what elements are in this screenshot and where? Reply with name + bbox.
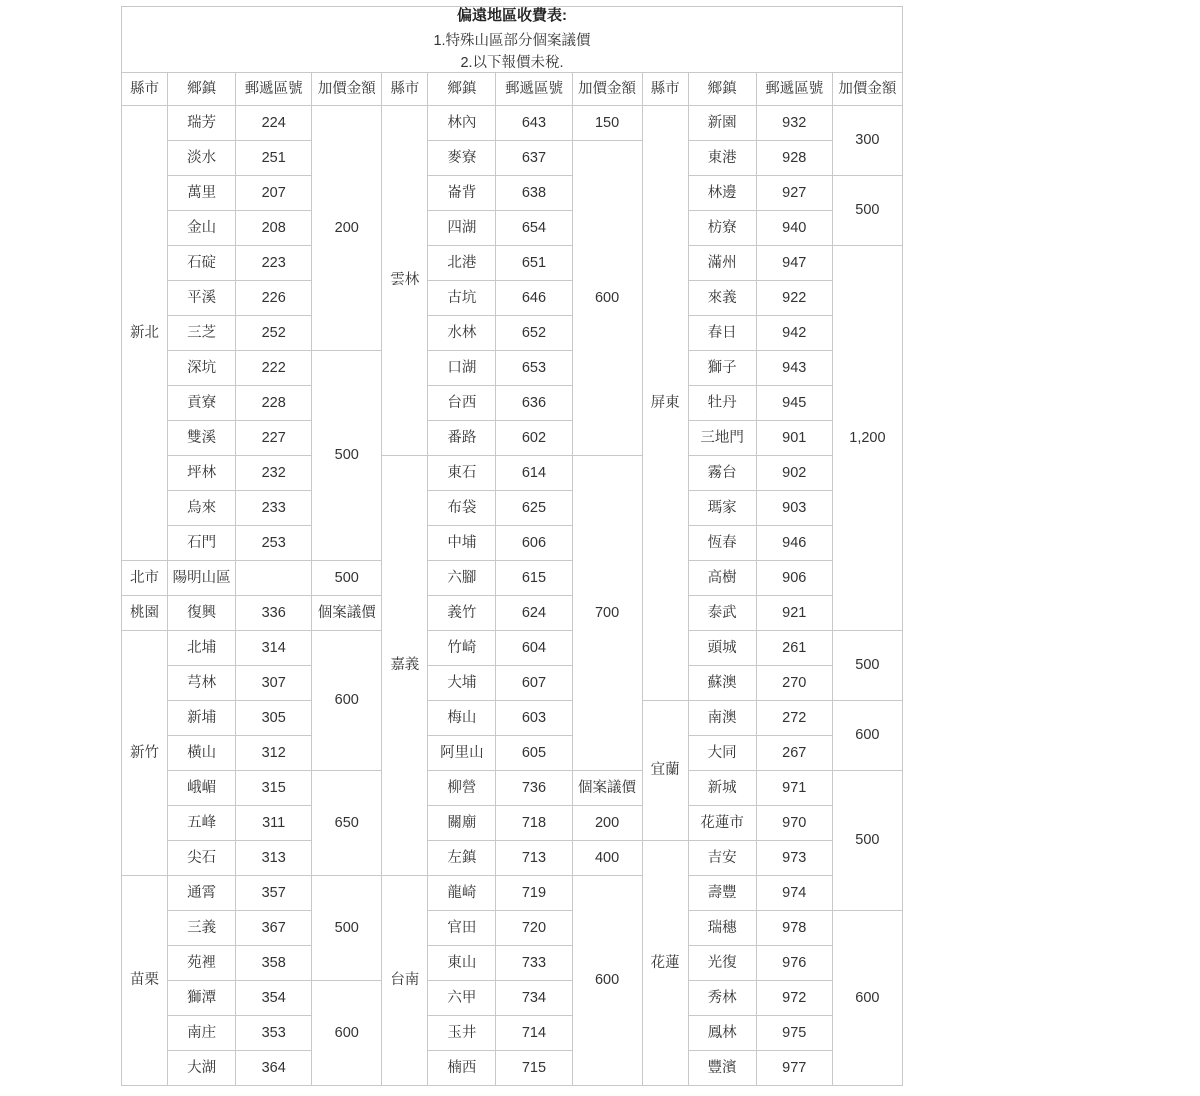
cell-zip: 974: [756, 876, 832, 911]
cell-town: 雙溪: [168, 421, 236, 456]
cell-zip: 921: [756, 596, 832, 631]
cell-town: 新園: [688, 106, 756, 141]
cell-zip: 733: [496, 946, 572, 981]
cell-zip: 973: [756, 841, 832, 876]
header-county-2: 縣市: [382, 73, 428, 106]
cell-zip: 267: [756, 736, 832, 771]
cell-fee: 500: [832, 631, 902, 701]
table-row: [122, 141, 903, 176]
cell-town: 深坑: [168, 351, 236, 386]
cell-county: 新竹: [122, 631, 168, 876]
cell-fee: 300: [832, 106, 902, 176]
cell-town: 左鎮: [428, 841, 496, 876]
cell-town: 獅潭: [168, 981, 236, 1016]
cell-zip: 720: [496, 911, 572, 946]
header-zip-1: 郵遞區號: [236, 73, 312, 106]
cell-county: 新北: [122, 106, 168, 561]
cell-town: 霧台: [688, 456, 756, 491]
cell-zip: 605: [496, 736, 572, 771]
cell-town: 頭城: [688, 631, 756, 666]
cell-town: 通霄: [168, 876, 236, 911]
table-row: [122, 421, 903, 456]
cell-town: 口湖: [428, 351, 496, 386]
cell-town: 三芝: [168, 316, 236, 351]
cell-zip: 902: [756, 456, 832, 491]
cell-town: 三義: [168, 911, 236, 946]
cell-town: 四湖: [428, 211, 496, 246]
cell-zip: 975: [756, 1016, 832, 1051]
table-row: [122, 736, 903, 771]
table-row: [122, 316, 903, 351]
cell-county: 宜蘭: [642, 701, 688, 841]
cell-zip: 646: [496, 281, 572, 316]
cell-zip: 270: [756, 666, 832, 701]
cell-town: 大埔: [428, 666, 496, 701]
cell-zip: 615: [496, 561, 572, 596]
cell-zip: 232: [236, 456, 312, 491]
cell-town: 瑪家: [688, 491, 756, 526]
cell-zip: 222: [236, 351, 312, 386]
cell-town: 五峰: [168, 806, 236, 841]
cell-town: 峨嵋: [168, 771, 236, 806]
table-row: [122, 596, 903, 631]
cell-town: 大同: [688, 736, 756, 771]
cell-town: 坪林: [168, 456, 236, 491]
cell-town: 南澳: [688, 701, 756, 736]
table-row: [122, 491, 903, 526]
table-row: [122, 981, 903, 1016]
cell-town: 阿里山: [428, 736, 496, 771]
cell-town: 東港: [688, 141, 756, 176]
cell-town: 楠西: [428, 1051, 496, 1086]
table-row: [122, 106, 903, 141]
cell-county: 北市: [122, 561, 168, 596]
cell-town: 光復: [688, 946, 756, 981]
header-fee-3: 加價金額: [832, 73, 902, 106]
remote-area-fee-table: [121, 6, 903, 1086]
table-row: [122, 876, 903, 911]
cell-town: 新埔: [168, 701, 236, 736]
cell-zip: 719: [496, 876, 572, 911]
cell-town: 來義: [688, 281, 756, 316]
cell-zip: 603: [496, 701, 572, 736]
table-row: [122, 1016, 903, 1051]
cell-zip: 314: [236, 631, 312, 666]
cell-fee: 200: [572, 806, 642, 841]
cell-zip: 336: [236, 596, 312, 631]
cell-town: 尖石: [168, 841, 236, 876]
cell-zip: 358: [236, 946, 312, 981]
cell-zip: 901: [756, 421, 832, 456]
cell-town: 林內: [428, 106, 496, 141]
cell-town: 新城: [688, 771, 756, 806]
cell-county: 嘉義: [382, 456, 428, 876]
cell-zip: 607: [496, 666, 572, 701]
cell-zip: 364: [236, 1051, 312, 1086]
cell-town: 芎林: [168, 666, 236, 701]
cell-town: 南庄: [168, 1016, 236, 1051]
cell-town: 滿州: [688, 246, 756, 281]
cell-town: 貢寮: [168, 386, 236, 421]
cell-zip: 654: [496, 211, 572, 246]
cell-zip: 928: [756, 141, 832, 176]
cell-zip: 942: [756, 316, 832, 351]
cell-zip: 947: [756, 246, 832, 281]
table-row: [122, 631, 903, 666]
cell-zip: 970: [756, 806, 832, 841]
cell-zip: 971: [756, 771, 832, 806]
cell-fee: 1,200: [832, 246, 902, 631]
cell-town: 烏來: [168, 491, 236, 526]
cell-town: 北港: [428, 246, 496, 281]
cell-zip: 208: [236, 211, 312, 246]
cell-town: 東山: [428, 946, 496, 981]
cell-fee: 600: [832, 911, 902, 1086]
cell-county: 桃園: [122, 596, 168, 631]
cell-zip: 251: [236, 141, 312, 176]
cell-town: 萬里: [168, 176, 236, 211]
cell-town: 石門: [168, 526, 236, 561]
table-row: [122, 946, 903, 981]
cell-town: 牡丹: [688, 386, 756, 421]
cell-fee: 600: [572, 876, 642, 1086]
cell-town: 恆春: [688, 526, 756, 561]
cell-county: 雲林: [382, 106, 428, 456]
cell-town: 壽豐: [688, 876, 756, 911]
cell-town: 三地門: [688, 421, 756, 456]
header-zip-3: 郵遞區號: [756, 73, 832, 106]
cell-town: 官田: [428, 911, 496, 946]
cell-county: 花蓮: [642, 841, 688, 1086]
cell-zip: [236, 561, 312, 596]
cell-town: 獅子: [688, 351, 756, 386]
cell-zip: 227: [236, 421, 312, 456]
cell-zip: 906: [756, 561, 832, 596]
cell-town: 林邊: [688, 176, 756, 211]
cell-zip: 226: [236, 281, 312, 316]
cell-zip: 315: [236, 771, 312, 806]
cell-zip: 638: [496, 176, 572, 211]
cell-fee: 500: [312, 876, 382, 981]
table-row: [122, 281, 903, 316]
cell-town: 東石: [428, 456, 496, 491]
cell-zip: 718: [496, 806, 572, 841]
cell-fee: 500: [312, 351, 382, 561]
cell-town: 復興: [168, 596, 236, 631]
cell-town: 中埔: [428, 526, 496, 561]
cell-zip: 736: [496, 771, 572, 806]
cell-town: 枋寮: [688, 211, 756, 246]
table-body: [122, 7, 903, 1086]
cell-town: 瑞芳: [168, 106, 236, 141]
cell-zip: 734: [496, 981, 572, 1016]
header-fee-2: 加價金額: [572, 73, 642, 106]
cell-zip: 233: [236, 491, 312, 526]
header-town-1: 鄉鎮: [168, 73, 236, 106]
header-fee-1: 加價金額: [312, 73, 382, 106]
cell-town: 陽明山區: [168, 561, 236, 596]
cell-zip: 604: [496, 631, 572, 666]
cell-fee: 150: [572, 106, 642, 141]
cell-county: 台南: [382, 876, 428, 1086]
cell-zip: 625: [496, 491, 572, 526]
cell-town: 北埔: [168, 631, 236, 666]
cell-zip: 228: [236, 386, 312, 421]
cell-zip: 715: [496, 1051, 572, 1086]
table-row: [122, 561, 903, 596]
table-title-cell: [122, 7, 903, 73]
cell-zip: 253: [236, 526, 312, 561]
table-row: [122, 911, 903, 946]
cell-zip: 922: [756, 281, 832, 316]
header-zip-2: 郵遞區號: [496, 73, 572, 106]
cell-fee: 500: [312, 561, 382, 596]
cell-fee: 700: [572, 456, 642, 771]
cell-town: 竹崎: [428, 631, 496, 666]
cell-zip: 305: [236, 701, 312, 736]
cell-town: 蘇澳: [688, 666, 756, 701]
cell-zip: 307: [236, 666, 312, 701]
cell-county: 苗栗: [122, 876, 168, 1086]
cell-town: 鳳林: [688, 1016, 756, 1051]
table-row: [122, 841, 903, 876]
header-row: [122, 73, 903, 106]
cell-town: 柳營: [428, 771, 496, 806]
cell-fee: 200: [312, 106, 382, 351]
cell-fee: 600: [312, 981, 382, 1086]
header-town-2: 鄉鎮: [428, 73, 496, 106]
cell-zip: 927: [756, 176, 832, 211]
cell-zip: 252: [236, 316, 312, 351]
table-row: [122, 1051, 903, 1086]
cell-zip: 972: [756, 981, 832, 1016]
table-note-2: 2.以下報價未稅.: [460, 54, 564, 71]
header-county-3: 縣市: [642, 73, 688, 106]
cell-zip: 624: [496, 596, 572, 631]
cell-zip: 977: [756, 1051, 832, 1086]
cell-town: 豐濱: [688, 1051, 756, 1086]
cell-fee: 400: [572, 841, 642, 876]
cell-zip: 606: [496, 526, 572, 561]
cell-zip: 354: [236, 981, 312, 1016]
cell-zip: 261: [756, 631, 832, 666]
cell-town: 秀林: [688, 981, 756, 1016]
cell-town: 麥寮: [428, 141, 496, 176]
table-row: [122, 176, 903, 211]
cell-town: 台西: [428, 386, 496, 421]
cell-zip: 643: [496, 106, 572, 141]
cell-town: 橫山: [168, 736, 236, 771]
cell-town: 瑞穗: [688, 911, 756, 946]
cell-fee: 600: [832, 701, 902, 771]
cell-town: 石碇: [168, 246, 236, 281]
table-row: [122, 666, 903, 701]
table-row: [122, 701, 903, 736]
cell-fee: 600: [312, 631, 382, 771]
cell-town: 崙背: [428, 176, 496, 211]
fee-table-container: [121, 6, 903, 1086]
cell-zip: 713: [496, 841, 572, 876]
cell-town: 番路: [428, 421, 496, 456]
cell-zip: 353: [236, 1016, 312, 1051]
cell-town: 龍崎: [428, 876, 496, 911]
cell-town: 高樹: [688, 561, 756, 596]
cell-town: 梅山: [428, 701, 496, 736]
cell-zip: 940: [756, 211, 832, 246]
cell-zip: 311: [236, 806, 312, 841]
cell-zip: 224: [236, 106, 312, 141]
header-town-3: 鄉鎮: [688, 73, 756, 106]
table-title: 偏遠地區收費表:: [457, 7, 567, 24]
cell-fee: 500: [832, 771, 902, 911]
cell-town: 淡水: [168, 141, 236, 176]
cell-zip: 945: [756, 386, 832, 421]
cell-town: 水林: [428, 316, 496, 351]
cell-zip: 653: [496, 351, 572, 386]
cell-town: 六腳: [428, 561, 496, 596]
cell-zip: 367: [236, 911, 312, 946]
cell-town: 古坑: [428, 281, 496, 316]
cell-town: 義竹: [428, 596, 496, 631]
table-row: [122, 386, 903, 421]
cell-fee: 600: [572, 141, 642, 456]
cell-town: 六甲: [428, 981, 496, 1016]
cell-zip: 272: [756, 701, 832, 736]
cell-zip: 312: [236, 736, 312, 771]
table-row: [122, 806, 903, 841]
cell-fee: 500: [832, 176, 902, 246]
cell-zip: 978: [756, 911, 832, 946]
cell-town: 春日: [688, 316, 756, 351]
cell-town: 花蓮市: [688, 806, 756, 841]
table-row: [122, 771, 903, 806]
cell-zip: 207: [236, 176, 312, 211]
cell-zip: 976: [756, 946, 832, 981]
cell-zip: 357: [236, 876, 312, 911]
cell-town: 平溪: [168, 281, 236, 316]
cell-town: 關廟: [428, 806, 496, 841]
table-note-1: 1.特殊山區部分個案議價: [433, 32, 591, 49]
cell-fee: 個案議價: [312, 596, 382, 631]
table-row: [122, 211, 903, 246]
cell-zip: 602: [496, 421, 572, 456]
cell-zip: 652: [496, 316, 572, 351]
cell-zip: 932: [756, 106, 832, 141]
table-row: [122, 351, 903, 386]
cell-fee: 個案議價: [572, 771, 642, 806]
cell-county: 屏東: [642, 106, 688, 701]
cell-zip: 946: [756, 526, 832, 561]
cell-zip: 903: [756, 491, 832, 526]
title-row: [122, 7, 903, 73]
table-row: [122, 526, 903, 561]
cell-zip: 714: [496, 1016, 572, 1051]
cell-town: 苑裡: [168, 946, 236, 981]
table-row: [122, 456, 903, 491]
cell-zip: 636: [496, 386, 572, 421]
cell-town: 布袋: [428, 491, 496, 526]
cell-town: 金山: [168, 211, 236, 246]
cell-town: 大湖: [168, 1051, 236, 1086]
cell-zip: 614: [496, 456, 572, 491]
cell-town: 玉井: [428, 1016, 496, 1051]
cell-zip: 223: [236, 246, 312, 281]
cell-zip: 943: [756, 351, 832, 386]
cell-town: 吉安: [688, 841, 756, 876]
table-row: [122, 246, 903, 281]
cell-zip: 313: [236, 841, 312, 876]
cell-zip: 651: [496, 246, 572, 281]
cell-town: 泰武: [688, 596, 756, 631]
header-county-1: 縣市: [122, 73, 168, 106]
cell-zip: 637: [496, 141, 572, 176]
cell-fee: 650: [312, 771, 382, 876]
